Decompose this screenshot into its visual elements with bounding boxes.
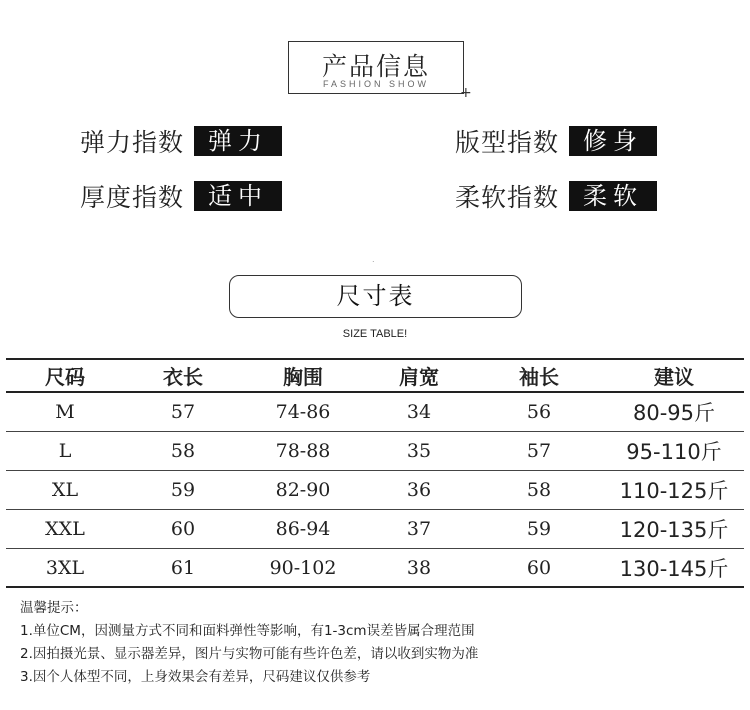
index-label: 厚度指数 (80, 183, 185, 212)
cell-shoulder: 38 (406, 556, 432, 579)
cell-shoulder: 35 (406, 440, 432, 462)
plus-decoration: + (460, 85, 472, 101)
table-row (6, 549, 744, 588)
size-table (6, 358, 744, 588)
cell-chest: 86-94 (275, 518, 331, 540)
cell-length: 57 (170, 401, 196, 423)
elasticity-index (80, 124, 282, 158)
table-row (6, 432, 744, 471)
index-label: 版型指数 (455, 128, 560, 157)
index-label: 弹力指数 (80, 128, 185, 157)
cell-size: M (55, 401, 75, 423)
fit-index (455, 124, 657, 158)
product-info-subtitle: FASHION SHOW (322, 79, 429, 89)
cell-chest: 90-102 (269, 556, 337, 579)
column-header-sleeve: 袖长 (519, 365, 559, 389)
cell-size: XL (51, 479, 79, 501)
index-value: 适中 (194, 181, 282, 211)
cell-recommend: 95-110斤 (626, 440, 722, 464)
column-header-chest: 胸围 (283, 365, 323, 389)
cell-length: 58 (170, 440, 196, 462)
cell-sleeve: 59 (526, 518, 552, 540)
tip-item: 3.因个人体型不同，上身效果会有差异，尺码建议仅供参考 (20, 669, 371, 685)
size-table-subtitle: SIZE TABLE! (342, 328, 408, 340)
cell-length: 60 (170, 518, 196, 540)
column-header-length: 衣长 (163, 365, 203, 389)
cell-sleeve: 57 (526, 440, 552, 462)
cell-sleeve: 56 (526, 401, 552, 423)
table-header-row (6, 358, 744, 393)
decorative-dot: . (372, 255, 375, 264)
cell-sleeve: 58 (526, 479, 552, 501)
cell-shoulder: 37 (406, 518, 432, 540)
cell-recommend: 130-145斤 (619, 556, 729, 581)
tip-item: 1.单位CM，因测量方式不同和面料弹性等影响，有1-3cm误差皆属合理范围 (20, 623, 475, 639)
table-row (6, 510, 744, 549)
cell-recommend: 80-95斤 (632, 401, 716, 425)
index-value: 修身 (569, 126, 657, 156)
index-label: 柔软指数 (455, 183, 560, 212)
cell-recommend: 120-135斤 (619, 518, 729, 542)
cell-sleeve: 60 (526, 556, 552, 579)
cell-chest: 74-86 (275, 401, 331, 423)
cell-shoulder: 36 (406, 479, 432, 501)
column-header-size: 尺码 (45, 365, 85, 389)
column-header-shoulder: 肩宽 (399, 365, 439, 389)
cell-recommend: 110-125斤 (619, 479, 729, 503)
cell-chest: 82-90 (275, 479, 331, 501)
thickness-index (80, 179, 282, 213)
size-table-title: 尺寸表 (229, 275, 522, 318)
cell-chest: 78-88 (275, 440, 331, 462)
softness-index (455, 179, 657, 213)
cell-size: XXL (45, 518, 85, 540)
table-row (6, 393, 744, 432)
tip-item: 2.因拍摄光景、显示器差异，图片与实物可能有些许色差，请以收到实物为准 (20, 646, 479, 662)
index-value: 弹力 (194, 126, 282, 156)
product-info-title: 产品信息 (321, 52, 430, 81)
cell-size: 3XL (45, 556, 85, 579)
cell-shoulder: 34 (406, 401, 432, 423)
tips-title: 温馨提示： (20, 600, 88, 616)
cell-length: 61 (170, 556, 196, 579)
cell-size: L (58, 440, 72, 462)
column-header-recommend: 建议 (654, 365, 694, 389)
product-info-header (288, 41, 464, 94)
index-value: 柔软 (569, 181, 657, 211)
table-row (6, 471, 744, 510)
cell-length: 59 (170, 479, 196, 501)
tips-section (20, 597, 478, 689)
